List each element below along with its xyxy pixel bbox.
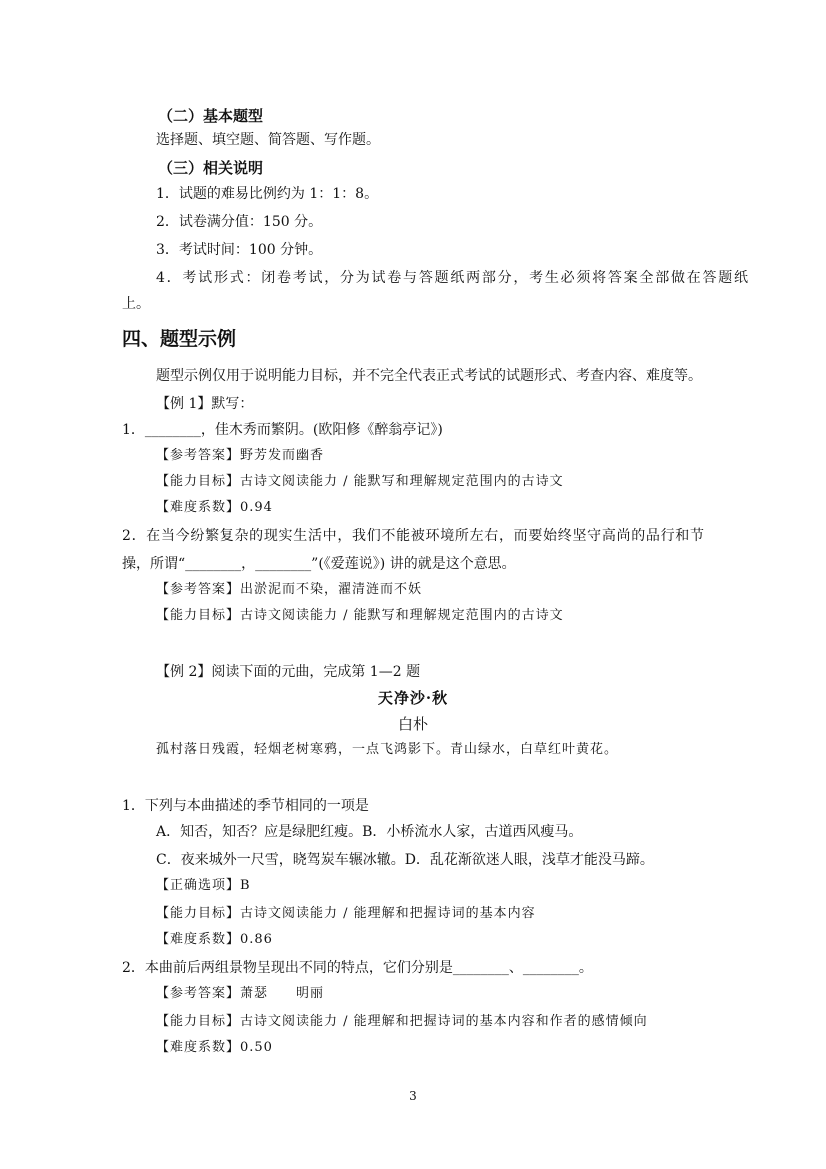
example-2-q1-goal: 【能力目标】古诗文阅读能力 / 能理解和把握诗词的基本内容	[156, 906, 536, 921]
example-1-question-2-line-2: 操，所谓“________，________”(《爱莲说》) 讲的就是这个意思。	[122, 556, 516, 572]
list-item-continuation: 上。	[122, 296, 150, 312]
list-item: 1．试题的难易比例约为 1：1：8。	[156, 186, 379, 202]
example-2-q1-difficulty: 【难度系数】0.86	[156, 932, 273, 947]
example-2-q2-difficulty: 【难度系数】0.50	[156, 1040, 273, 1055]
poem-title: 天净沙·秋	[377, 689, 449, 707]
section-4-title: 四、题型示例	[122, 328, 237, 350]
example-2-q1-answer: 【正确选项】B	[156, 878, 251, 893]
example-1-q2-answer: 【参考答案】出淤泥而不染，濯清涟而不妖	[156, 582, 423, 597]
example-2-q2-goal: 【能力目标】古诗文阅读能力 / 能理解和把握诗词的基本内容和作者的感情倾向	[156, 1014, 648, 1029]
example-1-q1-answer: 【参考答案】野芳发而幽香	[156, 448, 325, 463]
section-3-heading: （三）相关说明	[158, 159, 264, 177]
list-item: 4．考试形式：闭卷考试，分为试卷与答题纸两部分，考生必须将答案全部做在答题纸	[156, 270, 748, 286]
example-2-q2-answer: 【参考答案】萧瑟 明丽	[156, 986, 325, 1001]
section-4-intro: 题型示例仅用于说明能力目标，并不完全代表正式考试的试题形式、考查内容、难度等。	[156, 368, 702, 384]
section-2-heading: （二）基本题型	[158, 107, 264, 125]
example-1-question-1: 1．________，佳木秀而繁阴。(欧阳修《醉翁亭记》)	[122, 422, 443, 438]
list-item: 3．考试时间：100 分钟。	[156, 242, 323, 258]
example-1-q2-goal: 【能力目标】古诗文阅读能力 / 能默写和理解规定范围内的古诗文	[156, 608, 564, 623]
example-1-q1-difficulty: 【难度系数】0.94	[156, 500, 273, 515]
poem-text: 孤村落日残霞，轻烟老树寒鸦，一点飞鸿影下。青山绿水，白草红叶黄花。	[156, 742, 619, 757]
poem-author: 白朴	[397, 715, 428, 733]
example-1-q1-goal: 【能力目标】古诗文阅读能力 / 能默写和理解规定范围内的古诗文	[156, 474, 564, 489]
example-1-label: 【例 1】默写：	[156, 396, 254, 412]
example-2-question-1: 1．下列与本曲描述的季节相同的一项是	[122, 798, 369, 814]
option-line-2: C．夜来城外一尺雪，晓驾炭车辗冰辙。D．乱花渐欲迷人眼，浅草才能没马蹄。	[156, 852, 654, 868]
page-number: 3	[409, 1089, 417, 1103]
example-2-question-2: 2．本曲前后两组景物呈现出不同的特点，它们分别是________、________。	[122, 960, 593, 976]
example-1-question-2-line-1: 2．在当今纷繁复杂的现实生活中，我们不能被环境所左右，而要始终坚守高尚的品行和节	[122, 528, 704, 544]
section-2-content: 选择题、填空题、简答题、写作题。	[156, 132, 380, 148]
example-2-label: 【例 2】阅读下面的元曲，完成第 1—2 题	[156, 664, 421, 680]
option-line-1: A．知否，知否？应是绿肥红瘦。B．小桥流水人家，古道西风瘦马。	[156, 824, 583, 840]
list-item: 2．试卷满分值：150 分。	[156, 214, 323, 230]
